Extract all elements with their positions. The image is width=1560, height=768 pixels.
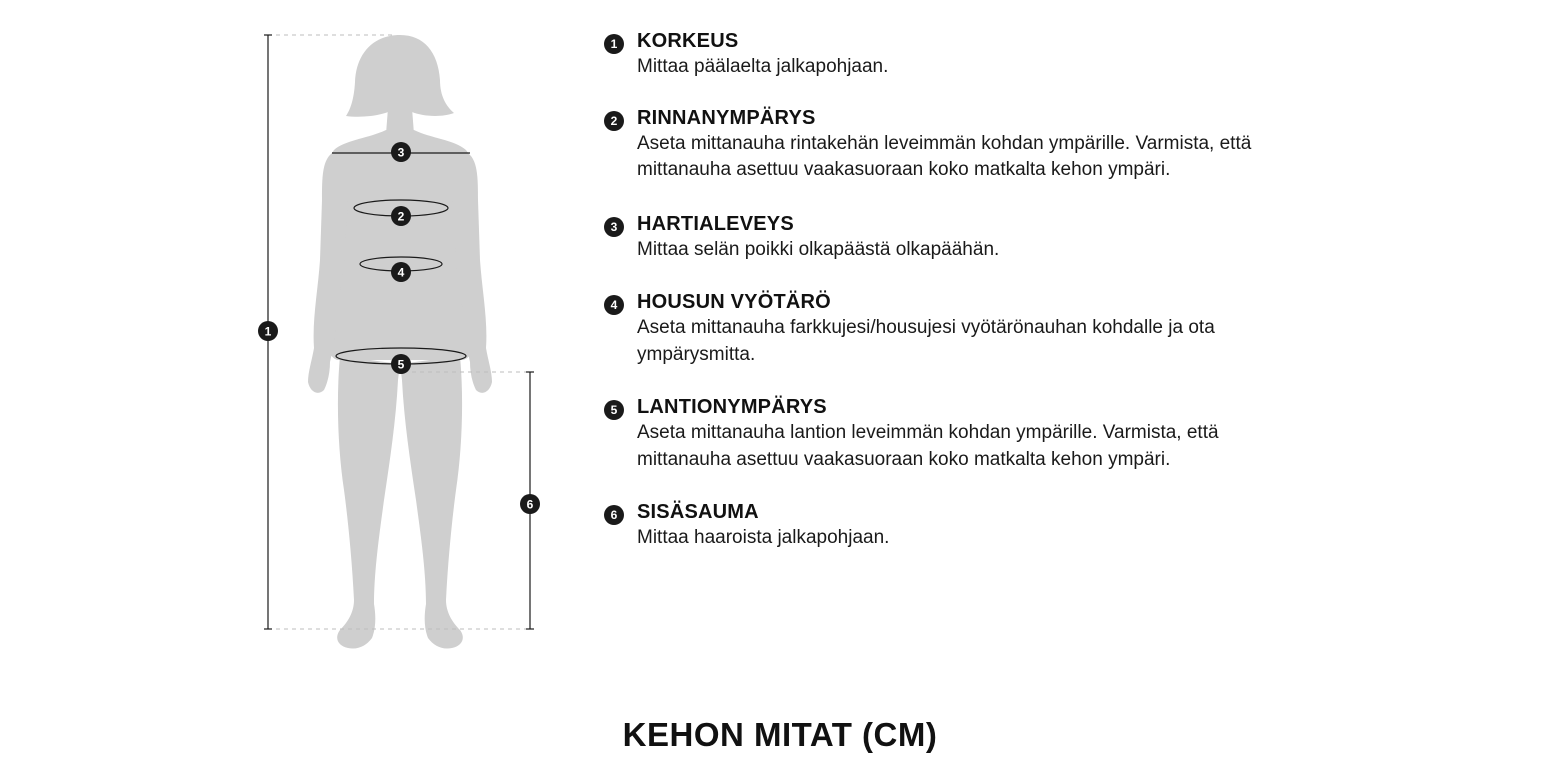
measurement-title: HARTIALEVEYS (637, 212, 794, 235)
marker-5-label: 5 (397, 357, 405, 372)
marker-1 (258, 321, 278, 341)
measurement-title: SISÄSAUMA (637, 501, 759, 523)
measurement-item-shoulder (604, 211, 1284, 264)
body-measurement-diagram (0, 0, 600, 700)
measurement-item-height (604, 28, 1284, 81)
marker-6 (520, 494, 540, 514)
measurement-description: Aseta mittanauha farkkujesi/housujesi vyötärönauhan kohdalle ja ota ympärysmitta. (637, 317, 1215, 365)
page-title: KEHON MITAT (CM) (622, 716, 938, 753)
marker-3 (391, 142, 411, 162)
marker-6-label: 6 (526, 497, 534, 512)
measurement-title: LANTIONYMPÄRYS (637, 396, 827, 418)
measurement-item-inseam (604, 499, 1284, 552)
measurement-description: Aseta mittanauha lantion leveimmän kohdan ympärille. Varmista, että mittanauha asettuu vaakasuoraan koko matkalta kehon ympäri. (637, 422, 1219, 470)
measurement-number-badge: 4 (604, 295, 624, 315)
measurement-item-hip (604, 394, 1284, 473)
measurement-title: KORKEUS (637, 30, 739, 52)
measurement-description: Mittaa päälaelta jalkapohjaan. (637, 56, 889, 77)
measurement-title: RINNANYMPÄRYS (637, 106, 816, 129)
marker-2 (391, 206, 411, 226)
measurement-description: Mittaa haaroista jalkapohjaan. (637, 527, 890, 548)
marker-3-label: 3 (397, 145, 405, 160)
measurement-item-waist (604, 289, 1284, 368)
marker-2-label: 2 (397, 209, 405, 224)
marker-4-label: 4 (397, 265, 405, 280)
measurement-description: Aseta mittanauha rintakehän leveimmän kohdan ympärille. Varmista, että mittanauha asettuu vaakasuoraan koko matkalta kehon ympäri. (637, 132, 1252, 180)
measurement-number-badge: 6 (604, 505, 624, 525)
measurement-title: HOUSUN VYÖTÄRÖ (637, 291, 831, 313)
body-silhouette (308, 35, 492, 649)
measurement-item-bust (604, 105, 1284, 184)
measurement-number-badge: 3 (604, 217, 624, 237)
measurement-instructions (604, 28, 1284, 552)
measurement-description: Mittaa selän poikki olkapäästä olkapäähän. (637, 238, 1000, 260)
measurement-number-badge: 1 (604, 34, 624, 54)
measurement-number-badge: 5 (604, 400, 624, 420)
marker-5 (391, 354, 411, 374)
marker-4 (391, 262, 411, 282)
marker-1-label: 1 (264, 324, 272, 339)
measurement-number-badge: 2 (604, 111, 624, 131)
